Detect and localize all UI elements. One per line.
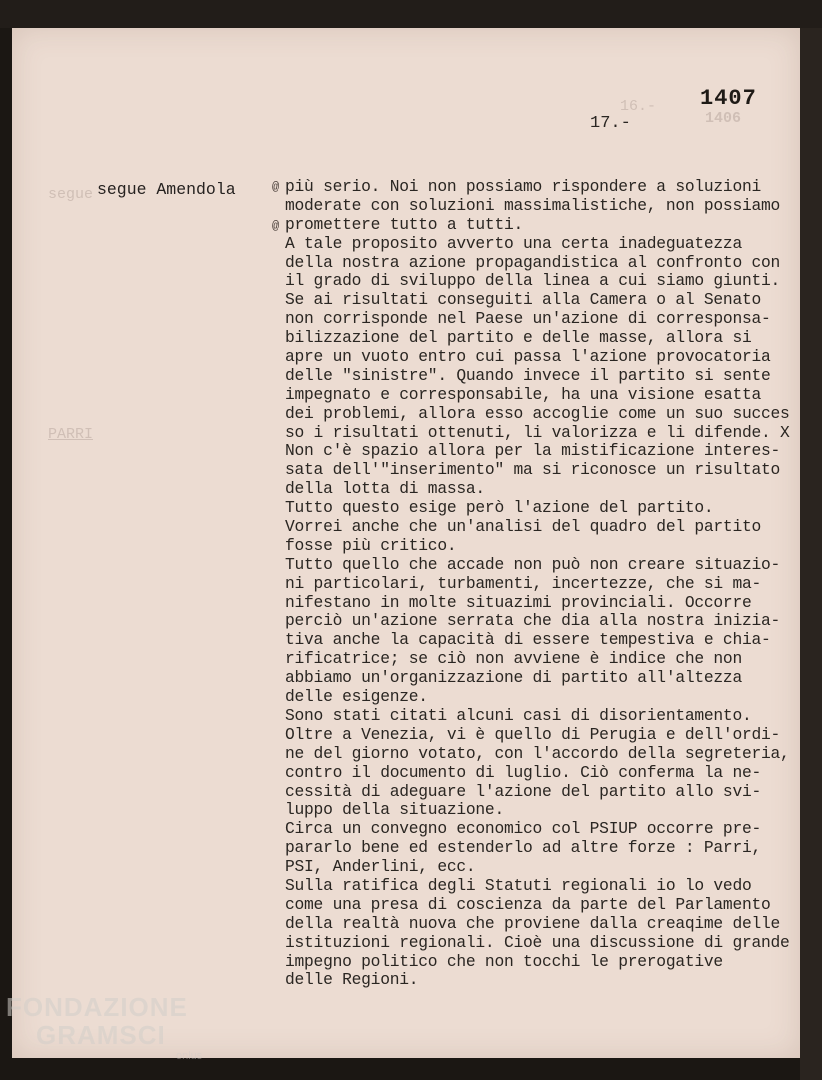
body-line: Non c'è spazio allora per la mistificazione interes- [285,441,781,461]
typed-body-text [285,178,800,990]
body-line: il grado di sviluppo della linea a cui siamo giunti. [285,271,781,291]
body-line: Circa un convegno economico col PSIUP occorre pre- [285,819,762,839]
body-line: dei problemi, allora esso accoglie come un suo succes [285,403,790,423]
body-line: delle Regioni. [285,970,419,990]
body-line: A tale proposito avverto una certa inadeguatezza [285,233,742,253]
watermark-fondazione: FONDAZIONE [6,992,188,1022]
body-line: della lotta di massa. [285,479,485,499]
body-line: PSI, Anderlini, ecc. [285,857,476,877]
body-line: sata dell'"inserimento" ma si riconosce un risultato [285,460,781,480]
body-line: fosse più critico. [285,535,457,555]
body-line: apre un vuoto entro cui passa l'azione provocatoria [285,347,771,367]
body-line: non corrisponde nel Paese un'azione di corresponsa- [285,309,771,329]
body-line: so i risultati ottenuti, li valorizza e li difende. X [285,422,790,442]
margin-mark-2: @ [272,219,280,233]
body-line: ne del giorno votato, con l'accordo della segreteria, [285,743,790,763]
page-number: 17.- [590,114,631,133]
scan-top-border [0,0,822,28]
margin-mark-1: @ [272,180,280,194]
body-line: impegno politico che non tocchi le prerogative [285,951,723,971]
body-line: della nostra azione propagandistica al confronto con [285,252,781,272]
body-line: più serio. Noi non possiamo rispondere a soluzioni [285,177,762,196]
ghost-parri: PARRI [48,426,94,443]
speaker-label: segue Amendola [97,180,236,199]
body-line: nifestano in molte situazimi provinciali. Occorre [285,592,752,612]
watermark-onlus: onlus [176,1050,203,1062]
body-line: perciò un'azione serrata che dia alla nostra inizia- [285,611,781,631]
body-line: Oltre a Venezia, vi è quello di Perugia e dell'ordi- [285,724,781,744]
archive-number: 1407 [700,86,757,111]
body-line: Se ai risultati conseguiti alla Camera o al Senato [285,290,762,310]
body-line: come una presa di coscienza da parte del Parlamento [285,894,771,914]
body-line: cessità di adeguare l'azione del partito allo svi- [285,781,762,801]
body-line: Sono stati citati alcuni casi di disorientamento. [285,705,752,725]
ghost-archive-number: 1406 [705,110,742,127]
body-line: ni particolari, turbamenti, incertezze, che si ma- [285,573,762,593]
body-line: della realtà nuova che proviene dalla creaqime delle [285,913,781,933]
body-line: pararlo bene ed estenderlo ad altre forze : Parri, [285,838,762,858]
ghost-page-number: 16.- [620,98,657,115]
body-line: Sulla ratifica degli Statuti regionali io lo vedo [285,875,752,895]
body-line: istituzioni regionali. Cioè una discussione di grande [285,932,790,952]
body-line: Vorrei anche che un'analisi del quadro del partito [285,517,762,537]
body-line: rificatrice; se ciò non avviene è indice che non [285,649,742,669]
body-line: abbiamo un'organizzazione di partito all'altezza [285,668,742,688]
body-line: Tutto quello che accade non può non creare situazio- [285,554,781,574]
body-line: moderate con soluzioni massimalistiche, non possiamo [285,195,781,215]
body-line: tiva anche la capacità di essere tempestiva e chia- [285,630,771,650]
watermark-gramsci: GRAMSCI [36,1020,166,1050]
ghost-segue: segue [48,186,94,203]
body-line: luppo della situazione. [285,800,504,820]
body-line: delle esigenze. [285,687,428,707]
body-line: Tutto questo esige però l'azione del partito. [285,498,714,518]
body-line: impegnato e corresponsabile, ha una visione esatta [285,384,762,404]
body-line: bilizzazione del partito e delle masse, allora si [285,328,752,348]
body-line: contro il documento di luglio. Ciò conferma la ne- [285,762,762,782]
body-line: delle "sinistre". Quando invece il partito si sente [285,365,771,385]
scan-right-border [800,28,822,1080]
body-line: promettere tutto a tutti. [285,214,524,234]
